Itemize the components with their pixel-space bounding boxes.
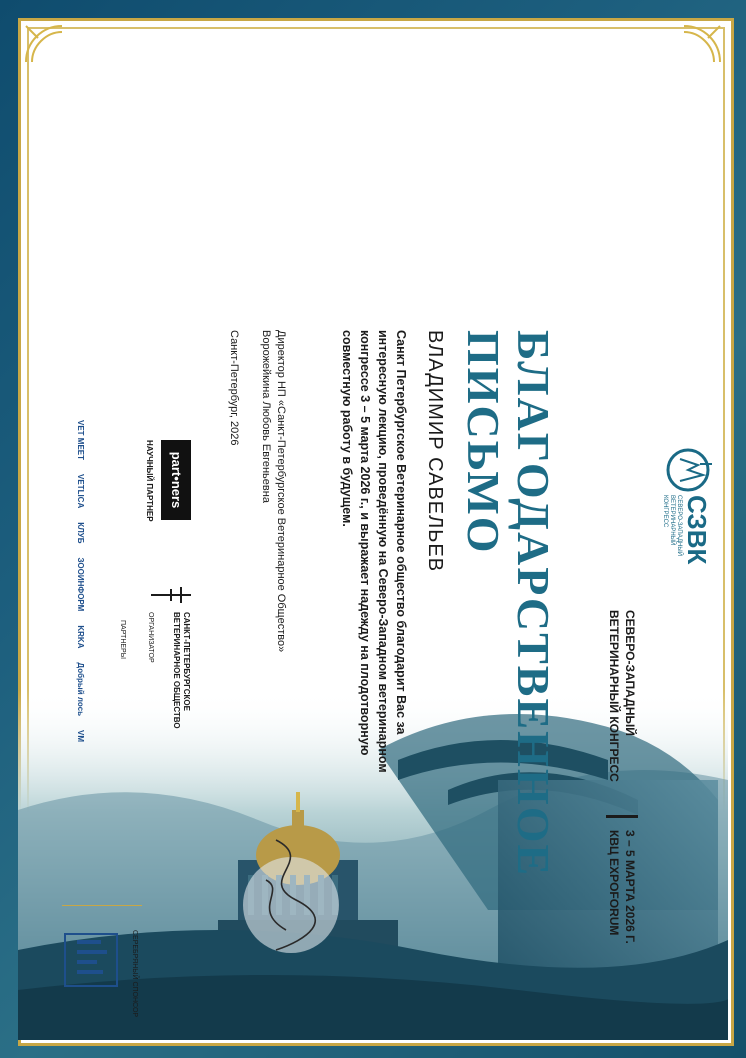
signer-name: Ворожейкина Любовь Евгеньевна — [260, 330, 272, 503]
partner-logos — [56, 420, 106, 840]
event-when-where — [606, 830, 638, 1030]
event-name-line2: ВЕТЕРИНАРНЫЙ КОНГРЕСС — [607, 610, 621, 782]
title-line1: БЛАГОДАРСТВЕННОЕ — [508, 330, 559, 878]
science-partner-logo: part•ners — [161, 440, 191, 520]
event-name — [606, 610, 638, 810]
partner-logo: KRKA — [76, 625, 86, 649]
organizer-emblem-icon — [151, 585, 191, 605]
organizer-label: ОРГАНИЗАТОР — [147, 612, 154, 663]
organizer-name-line2: ВЕТЕРИНАРНОЕ ОБЩЕСТВО — [172, 612, 181, 729]
organizer-name — [171, 612, 191, 762]
signature-seal-icon — [226, 820, 346, 970]
partner-logo: Добрый лось — [76, 662, 86, 717]
partners-label: ПАРТНЕРЫ — [119, 620, 126, 659]
partner-logo: КЛУБ — [76, 522, 86, 544]
body-text — [338, 330, 410, 1050]
partner-logo: VM — [76, 730, 86, 743]
body-line-1: Санкт Петербургское Ветеринарное общество благодарит Вас за — [394, 330, 408, 735]
recipient-name: ВЛАДИМИР САВЕЛЬЕВ — [424, 330, 446, 573]
body-line-4: совместную работу в будущем. — [340, 330, 354, 527]
body-line-3: конгрессе 3 – 5 марта 2026 г., и выражает надежду на плодотворную — [358, 330, 372, 756]
place-date: Санкт-Петербург, 2026 — [228, 330, 240, 446]
organizer-name-line1: САНКТ-ПЕТЕРБУРГСКОЕ — [182, 612, 191, 711]
partner-logo: VET MEET — [76, 420, 86, 461]
title-line2: ПИСЬМО — [458, 330, 509, 555]
event-date: 3 – 5 МАРТА 2026 Г. — [623, 830, 637, 944]
body-line-2: интересную лекцию, проведённую на Северо-Западном ветеринарном — [376, 330, 390, 773]
event-name-line1: СЕВЕРО-ЗАПАДНЫЙ — [623, 610, 637, 736]
signer-block — [258, 330, 288, 750]
congress-logo — [648, 445, 718, 565]
sponsor-divider — [62, 905, 142, 906]
partner-logo: ЗООИНФОРМ — [76, 557, 86, 612]
logo-small-text: СЕВЕРО-ЗАПАДНЫЙ ВЕТЕРИНАРНЫЙ КОНГРЕСС — [662, 495, 682, 556]
signer-title: Директор НП «Санкт-Петербургское Ветеринарное Общество» — [275, 330, 287, 653]
logo-text: СЗВК — [682, 495, 712, 565]
silver-sponsor-logo-icon — [61, 930, 121, 990]
science-partner-label: НАУЧНЫЙ ПАРТНЕР — [145, 440, 154, 522]
header-divider — [606, 815, 638, 818]
silver-sponsor-label: СЕРЕБРЯНЫЙ СПОНСОР — [131, 930, 138, 1018]
partner-logo: VETLICA — [76, 474, 86, 509]
event-venue: КВЦ EXPOFORUM — [607, 830, 621, 936]
